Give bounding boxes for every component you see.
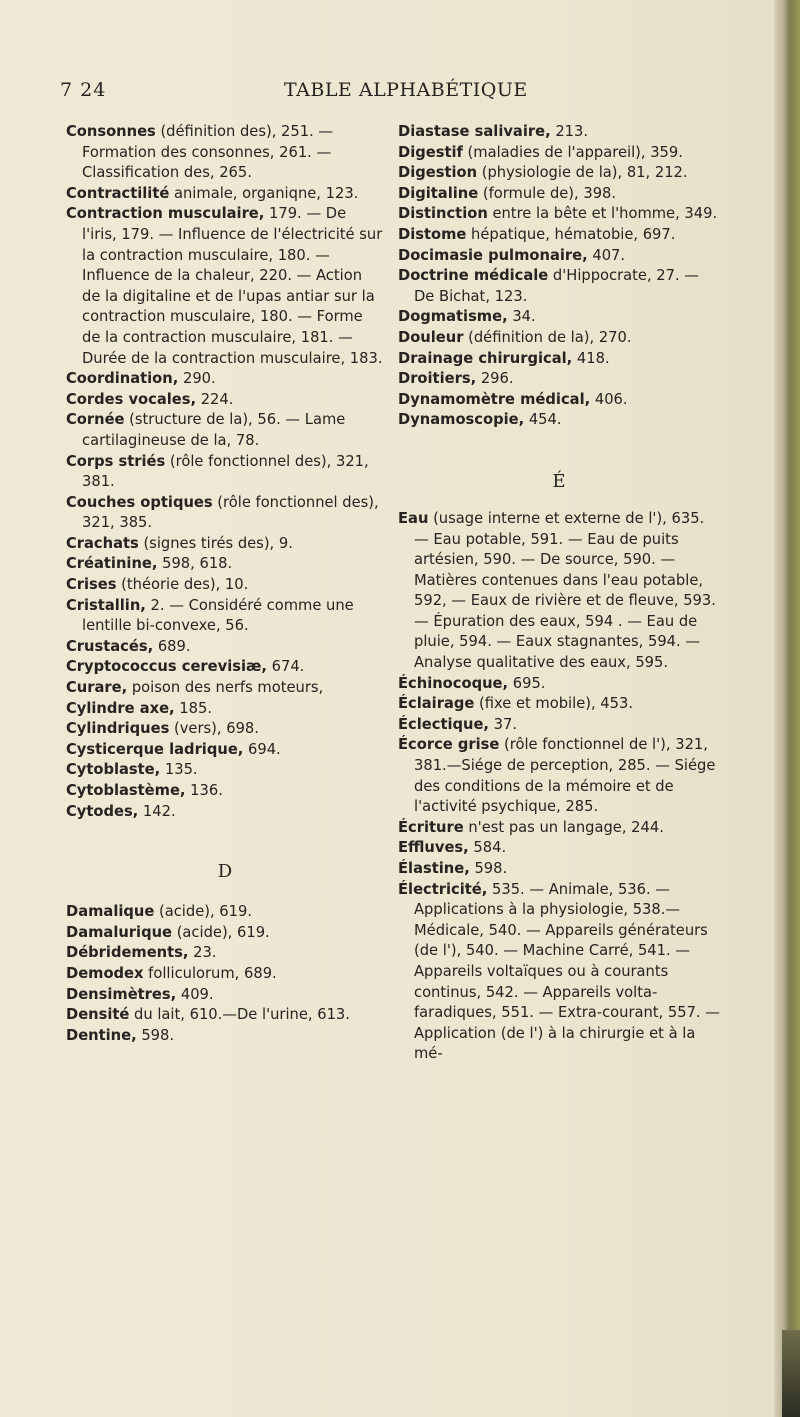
index-references: (rôle fonctionnel des), 321, 385. — [82, 493, 379, 532]
index-term: Dogmatisme, — [398, 308, 508, 326]
index-references: 407. — [587, 246, 626, 264]
index-references: 689. — [153, 637, 191, 655]
index-references: (physiologie de la), 81, 212. — [477, 164, 688, 182]
index-term: Dentine, — [66, 1026, 137, 1044]
index-references: 535. — Animale, 536. — Applications à la physiologie, 538.— Médicale, 540. — Appareils générateurs (de l'), 540. — Machine Carré, 541. — Appareils voltaïques ou à courants continus, 542. — Appareils volta-faradiques, 551. — Extra-courant, 557. — Application (de l') à la chirurgie et à la mé- — [414, 880, 720, 1063]
page-header — [0, 79, 800, 109]
index-entry — [66, 204, 384, 369]
right-column — [398, 122, 720, 1065]
index-entry — [66, 637, 384, 658]
index-references: (vers), 698. — [169, 720, 259, 738]
index-term: Coordination, — [66, 370, 179, 388]
index-term: Demodex — [66, 964, 144, 982]
index-entry — [398, 735, 720, 817]
index-term: Cylindre axe, — [66, 699, 175, 717]
index-entry — [66, 575, 384, 596]
index-term: Cryptococcus cerevisiæ, — [66, 658, 267, 676]
index-references: (formule de), 398. — [478, 184, 617, 202]
index-references: 418. — [572, 349, 610, 367]
entries-d — [66, 902, 384, 1046]
index-term: Cytoblaste, — [66, 761, 161, 779]
index-entry — [398, 246, 720, 267]
section-heading-e: É — [552, 470, 566, 492]
index-entry — [66, 596, 384, 637]
index-references: 584. — [468, 839, 507, 857]
index-references: n'est pas un langage, 244. — [463, 818, 664, 836]
index-term: Créatinine, — [66, 555, 158, 573]
index-term: Digestion — [398, 164, 478, 182]
index-term: Crachats — [66, 534, 139, 552]
index-entry — [66, 802, 384, 823]
index-term: Effluves, — [398, 839, 469, 857]
index-term: Écorce grise — [398, 736, 500, 754]
index-term: Élastine, — [398, 860, 470, 877]
index-entry — [398, 369, 720, 390]
index-term: Crustacés, — [66, 637, 154, 655]
index-references: 23. — [188, 944, 217, 962]
index-references: 135. — [160, 761, 198, 779]
index-references: 598. — [136, 1026, 175, 1044]
index-references: (usage interne et externe de l'), 635. — Eau potable, 591. — Eau de puits artésien, 590. — De source, 590. — Matières contenues dans l'eau potable, 592, — Eaux de rivière et de fleuve, 593. — Épuration des eaux, 594 . — Eau de pluie, 594. — Eaux stagnantes, 594. — Analyse qualitative des eaux, 595. — [414, 509, 716, 672]
entries-e — [398, 509, 720, 1065]
index-term: Débridements, — [66, 944, 189, 962]
index-references: (définition des), 251. — Formation des consonnes, 261. — Classification des, 265. — [82, 123, 334, 182]
index-term: Éclectique, — [398, 715, 490, 733]
index-references: poison des nerfs moteurs, — [127, 679, 324, 697]
index-term: Cristallin, — [66, 596, 146, 614]
index-entry — [66, 534, 384, 555]
index-references: 224. — [196, 390, 234, 408]
index-references: 213. — [550, 123, 589, 140]
index-entry — [66, 1005, 384, 1026]
index-term: Distome — [398, 225, 467, 243]
index-entry — [66, 943, 384, 964]
index-entry — [66, 390, 384, 411]
index-references: (acide), 619. — [172, 923, 270, 941]
index-references: folliculorum, 689. — [143, 964, 277, 982]
index-term: Densimètres, — [66, 985, 177, 1003]
index-term: Curare, — [66, 679, 128, 697]
index-entry — [66, 369, 384, 390]
index-references: hépatique, hématobie, 697. — [466, 225, 676, 243]
index-entry — [398, 674, 720, 695]
page-edge — [774, 0, 800, 1417]
index-term: Cytoblastème, — [66, 782, 186, 799]
index-entry — [398, 307, 720, 328]
index-references: 185. — [174, 699, 213, 717]
left-column — [66, 122, 384, 1046]
index-entry — [398, 509, 720, 674]
index-term: Cornée — [66, 411, 125, 429]
index-entry — [398, 694, 720, 715]
running-title: TABLE ALPHABÉTIQUE — [284, 79, 528, 101]
index-entry — [398, 204, 720, 225]
index-entry — [398, 410, 720, 431]
index-references: (acide), 619. — [154, 903, 253, 921]
index-entry — [398, 163, 720, 184]
index-term: Dynamomètre médical, — [398, 390, 591, 408]
index-entry — [398, 838, 720, 859]
index-entry — [66, 719, 384, 740]
index-references: (définition de la), 270. — [463, 328, 632, 346]
index-term: Droitiers, — [398, 370, 477, 388]
index-entry — [66, 699, 384, 720]
index-term: Damalique — [66, 903, 155, 921]
index-references: animale, organiqne, 123. — [169, 184, 359, 202]
index-term: Contraction musculaire, — [66, 205, 265, 223]
index-references: (rôle fonctionnel des), 321, 381. — [82, 452, 369, 491]
index-references: 694. — [243, 740, 281, 758]
index-references: (rôle fonctionnel de l'), 321, 381.—Siége de perception, 285. — Siége des conditions de la mémoire et de l'activité psychique, 285. — [414, 736, 716, 816]
index-entry — [66, 760, 384, 781]
index-entry — [66, 678, 384, 699]
index-references: 695. — [508, 674, 546, 692]
index-entry — [398, 225, 720, 246]
page-number: 7 24 — [60, 79, 107, 101]
index-references: 179. — De l'iris, 179. — Influence de l'électricité sur la contraction musculaire, 180. — Influence de la chaleur, 220. — Action de la digitaline et de l'upas antiar sur la contraction musculaire, 180. — Forme de la contraction musculaire, 181. — Durée de la contraction musculaire, 183. — [82, 205, 383, 367]
index-term: Distinction — [398, 205, 488, 223]
index-term: Corps striés — [66, 452, 166, 470]
index-references: 406. — [590, 390, 628, 408]
index-term: Damalurique — [66, 923, 173, 941]
index-entry — [398, 390, 720, 411]
entries-d-continued — [398, 122, 720, 431]
index-references: du lait, 610.—De l'urine, 613. — [129, 1006, 350, 1024]
index-term: Drainage chirurgical, — [398, 349, 573, 367]
index-references: 37. — [489, 715, 518, 733]
index-references: 598. — [469, 860, 508, 877]
index-term: Cordes vocales, — [66, 390, 197, 408]
index-entry — [398, 880, 720, 1065]
index-references: (signes tirés des), 9. — [138, 534, 293, 552]
index-references: 674. — [266, 658, 305, 676]
index-references: 409. — [176, 985, 214, 1003]
index-references: (fixe et mobile), 453. — [474, 695, 634, 713]
index-references: 296. — [476, 370, 514, 388]
index-term: Doctrine médicale — [398, 267, 549, 285]
index-entry — [398, 349, 720, 370]
index-entry — [398, 715, 720, 736]
index-references: (maladies de l'appareil), 359. — [462, 143, 683, 161]
index-term: Crises — [66, 576, 117, 594]
index-references: 142. — [138, 802, 176, 820]
index-entry — [66, 493, 384, 534]
index-references: (structure de la), 56. — Lame cartilagineuse de la, 78. — [82, 411, 346, 449]
index-entry — [66, 964, 384, 985]
index-entry — [66, 122, 384, 184]
index-term: Digestif — [398, 143, 463, 161]
index-references: 454. — [524, 411, 562, 429]
index-term: Eau — [398, 509, 429, 527]
index-entry — [398, 184, 720, 205]
index-term: Docimasie pulmonaire, — [398, 246, 588, 264]
index-entry — [66, 452, 384, 493]
index-term: Éclairage — [398, 695, 475, 713]
index-entry — [398, 122, 720, 143]
index-term: Écriture — [398, 818, 464, 836]
index-entry — [66, 923, 384, 944]
index-references: 136. — [185, 782, 223, 799]
index-term: Douleur — [398, 328, 464, 346]
index-references: 598, 618. — [157, 555, 233, 573]
index-entry — [66, 1026, 384, 1047]
section-heading-d: D — [217, 861, 233, 883]
index-references: 34. — [507, 308, 536, 326]
index-references: 290. — [178, 370, 216, 388]
index-term: Cysticerque ladrique, — [66, 740, 244, 758]
index-term: Densité — [66, 1006, 130, 1024]
index-entry — [66, 184, 384, 205]
index-term: Couches optiques — [66, 493, 213, 511]
index-term: Cytodes, — [66, 802, 139, 820]
index-entry — [66, 740, 384, 761]
index-entry — [66, 410, 384, 451]
page-edge-shadow — [782, 1330, 800, 1417]
index-entry — [398, 266, 720, 307]
index-term: Dynamoscopie, — [398, 411, 525, 429]
index-entry — [66, 781, 384, 802]
index-entry — [398, 143, 720, 164]
entries-c — [66, 122, 384, 822]
index-entry — [66, 985, 384, 1006]
index-entry — [398, 818, 720, 839]
index-entry — [398, 859, 720, 880]
index-references: entre la bête et l'homme, 349. — [487, 205, 718, 223]
index-entry — [66, 657, 384, 678]
index-term: Échinocoque, — [398, 674, 509, 692]
index-term: Cylindriques — [66, 720, 170, 738]
index-term: Diastase salivaire, — [398, 123, 551, 140]
index-term: Électricité, — [398, 880, 488, 898]
index-references: (théorie des), 10. — [116, 576, 249, 594]
index-entry — [66, 554, 384, 575]
index-term: Digitaline — [398, 184, 479, 202]
index-references: 2. — Considéré comme une lentille bi-convexe, 56. — [82, 596, 354, 635]
index-term: Contractilité — [66, 184, 170, 202]
index-entry — [66, 902, 384, 923]
index-entry — [398, 328, 720, 349]
index-term: Consonnes — [66, 123, 156, 140]
index-references: d'Hippocrate, 27. — De Bichat, 123. — [414, 267, 699, 305]
